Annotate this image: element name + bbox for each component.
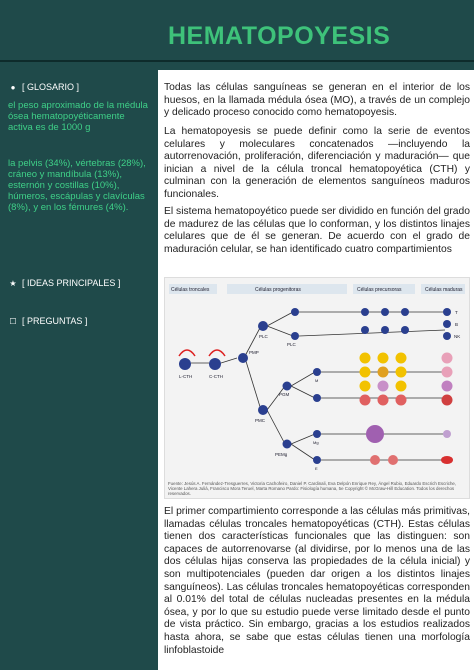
self-renewal-arrow-1 [179, 350, 195, 356]
col-header-precursoras: Células precursoras [357, 287, 402, 293]
cell-g [313, 394, 321, 402]
paragraph-4: El primer compartimiento corresponde a las células más primitivas, llamadas células troncales hematopoyéticas (CTH). Estas células tienen dos características funcionales que las distinguen: son capaces de autorrenovarse (al dividirse, por lo menos una de las dos células hijas conserva las propiedades de la célula inicial) y son multipotenciales (pueden dar origen a los distintos linajes sanguíneos). Las células troncales hematopoyéticas corresponden al 0.01% del total de células nucleadas presentes en la médula ósea, y por lo que su estudio puede verse limitado desde el punto de vista práctico. Sin embargo, gracias a los estudios realizados hasta ahora, se sabe que estas células tienen una morfología linfoblastoide [164, 506, 470, 656]
cell-pmc [258, 405, 268, 415]
main-content [158, 70, 474, 670]
cell-ccth [209, 358, 221, 370]
cell-lcth [179, 358, 191, 370]
glosario-heading[interactable] [8, 82, 79, 92]
cell-plc [258, 321, 268, 331]
label-mg: Mg [313, 440, 319, 445]
label-ccth: C-CTH [209, 374, 223, 379]
preguntas-heading[interactable] [8, 316, 87, 326]
sidebar [0, 70, 156, 670]
label-pemg: PEMg [275, 452, 288, 457]
ideas-label: [ IDEAS PRINCIPALES ] [22, 278, 121, 288]
cell-e [313, 456, 321, 464]
cell-mg [313, 430, 321, 438]
glosario-text-2: la pelvis (34%), vértebras (28%), cráneo y mandíbula (13%), esternón y costillas (10%), húmeros, escápulas y clavículas (8%), y en los fémures (4%). [8, 158, 146, 213]
glosario-label: [ GLOSARIO ] [22, 82, 80, 92]
col-header-progenitoras: Células progenitoras [255, 287, 301, 293]
paragraph-3: El sistema hematopoyético puede ser dividido en función del grado de madurez de las células que lo conforman, y los distintos linajes celulares que de él se generan. De acuerdo con el grado de maduración celular, se han identificado cuatro compartimientos [164, 206, 470, 255]
self-renewal-arrow-2 [209, 350, 225, 356]
circle-bullet-icon: ● [10, 82, 16, 92]
label-plc-1: PLC [259, 334, 268, 339]
cell-plc-t [291, 308, 299, 316]
label-pmc: PMC [255, 418, 265, 423]
ideas-heading[interactable] [8, 278, 120, 288]
preguntas-label: [ PREGUNTAS ] [22, 316, 88, 326]
cell-plc-b [291, 332, 299, 340]
cell-pemg [283, 440, 292, 449]
square-icon: ☐ [9, 316, 17, 326]
label-nk: NK [454, 334, 461, 339]
precursor-myeloid-rows [360, 353, 407, 466]
hematopoiesis-diagram [164, 277, 470, 499]
page-title: HEMATOPOYESIS [168, 22, 391, 50]
page-header [0, 0, 474, 62]
label-plc-2: PLC [287, 342, 296, 347]
cell-pgm [283, 382, 292, 391]
label-e: E [315, 466, 318, 471]
label-b: B [455, 322, 459, 327]
label-lcth: L-CTH [179, 374, 193, 379]
label-pmp: PMP [249, 350, 259, 355]
col-header-maduras: Células maduras [425, 287, 463, 293]
cell-pmp [238, 353, 248, 363]
glosario-text-1: el peso aproximado de la médula ósea hematopoyéticamente activa es de 1000 g [8, 100, 148, 133]
figure-caption: Fuente: Jesús A. Fernández-Tresguerres, Victoria Cachofeiro, Daniel P. Cardinali, Eva Delpón Enrique Rey, Ángel Rubio, Eduardo Escrich Escriche, Vicente Lahera Juliá, Francisco Mora Teruel, Marta Romano Pardo: Fisiología humana, 5e Copyright © McGraw-Hill Education. Todos los derechos reservados. [168, 481, 457, 496]
label-t: T [455, 310, 458, 315]
precursor-lymphoid-row [361, 308, 409, 334]
cell-m [313, 368, 321, 376]
label-m: M [315, 378, 319, 383]
paragraph-2: La hematopoyesis se puede definir como la serie de eventos celulares y moleculares concatenados —incluyendo la autorrenovación, proliferación, diferenciación y maduración— que inician a nivel de la célula troncal hematopoyética (CTH) y culminan con la generación de elementos sanguíneos maduros funcionales. [164, 126, 470, 200]
paragraph-1: Todas las células sanguíneas se generan en el interior de los huesos, en la llamada médula ósea (MO), a través de un complejo y delicado proceso conocido como hematopoyesis. [164, 82, 470, 119]
mature-cells [441, 308, 453, 464]
star-icon: ★ [9, 278, 17, 288]
diagram-svg [165, 278, 469, 498]
col-header-troncales: Células troncales [171, 287, 210, 293]
label-pgm: PGM [279, 392, 290, 397]
